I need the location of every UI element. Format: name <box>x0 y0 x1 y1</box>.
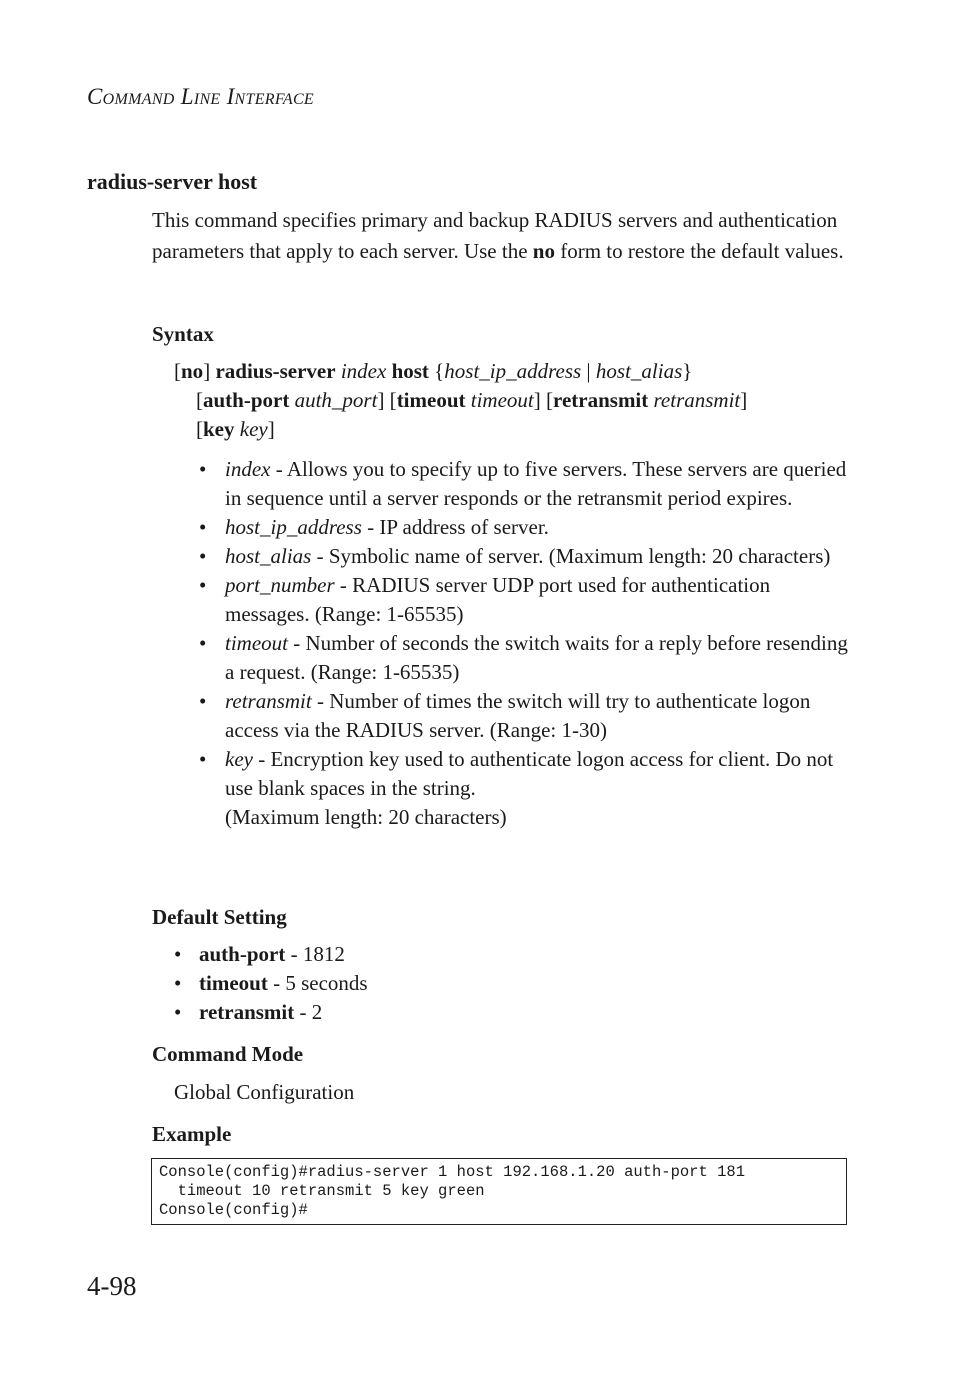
list-item: • timeout - 5 seconds <box>174 969 368 998</box>
syntax-line-1: [no] radius-server index host {host_ip_address | host_alias} <box>174 359 693 383</box>
list-item: • port_number - RADIUS server UDP port used for authentication messages. (Range: 1-65535) <box>196 571 856 629</box>
list-item: • timeout - Number of seconds the switch waits for a reply before resending a request. (Range: 1-65535) <box>196 629 856 687</box>
list-item: • index - Allows you to specify up to five servers. These servers are queried in sequence until a server responds or the retransmit period expires. <box>196 455 856 513</box>
list-item: • host_alias - Symbolic name of server. (Maximum length: 20 characters) <box>196 542 856 571</box>
list-item: • key - Encryption key used to authenticate logon access for client. Do not use blank spaces in the string. (Maximum length: 20 characters) <box>196 745 856 832</box>
parameter-list <box>196 455 856 832</box>
example-heading: Example <box>152 1122 232 1146</box>
syntax-line-2: [auth-port auth_port] [timeout timeout] [retransmit retransmit] <box>196 388 748 412</box>
running-header: COMMAND LINE INTERFACE <box>87 84 314 109</box>
list-item: • auth-port - 1812 <box>174 940 368 969</box>
code-line: timeout 10 retransmit 5 key green <box>159 1182 485 1200</box>
command-description: This command specifies primary and backup RADIUS servers and authentication parameters that apply to each server. Use the no form to restore the default values. <box>152 208 844 263</box>
list-item: • host_ip_address - IP address of server. <box>196 513 856 542</box>
example-code-box <box>151 1158 847 1225</box>
command-title: radius-server host <box>87 169 258 194</box>
code-line: Console(config)#radius-server 1 host 192.168.1.20 auth-port 181 <box>159 1163 745 1181</box>
syntax-heading: Syntax <box>152 322 214 346</box>
default-setting-list <box>174 940 368 1027</box>
default-setting-heading: Default Setting <box>152 905 287 929</box>
list-item: • retransmit - 2 <box>174 998 368 1027</box>
list-item: • retransmit - Number of times the switch will try to authenticate logon access via the RADIUS server. (Range: 1-30) <box>196 687 856 745</box>
command-mode-value: Global Configuration <box>174 1080 355 1104</box>
syntax-line-3: [key key] <box>196 417 275 441</box>
code-line: Console(config)# <box>159 1201 308 1219</box>
command-mode-heading: Command Mode <box>152 1042 304 1066</box>
page-number: 4-98 <box>87 1271 137 1301</box>
